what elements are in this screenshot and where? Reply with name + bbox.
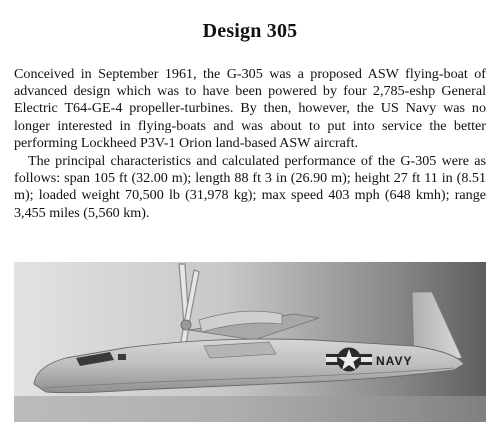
display-base [14,396,486,422]
aircraft-model-illustration [14,262,486,422]
fuselage-marking-navy: NAVY [376,354,413,368]
aircraft-model-photo [14,262,486,422]
page-title: Design 305 [202,20,298,42]
body-text [14,66,486,222]
propeller-hub [181,320,191,330]
side-window [118,354,126,360]
paragraph-characteristics: The principal characteristics and calculated performance of the G-305 were as follows: span 105 ft (32.00 m); length 88 ft 3 in (26.90 m); height 27 ft 11 in (8.51 m); loaded weight 70,500 lb (31,978 kg); max speed 403 mph (648 kmh); range 3,455 miles (5,560 km). [14,153,486,221]
paragraph-history: Conceived in September 1961, the G-305 was a proposed ASW flying-boat of advanced design which was to have been powered by four 2,785-eshp General Electric T64-GE-4 propeller-turbines. By then, however, the US Navy was no longer interested in flying-boats and was about to put into service the better performing Lockheed P3V-1 Orion land-based ASW aircraft. [14,66,486,151]
